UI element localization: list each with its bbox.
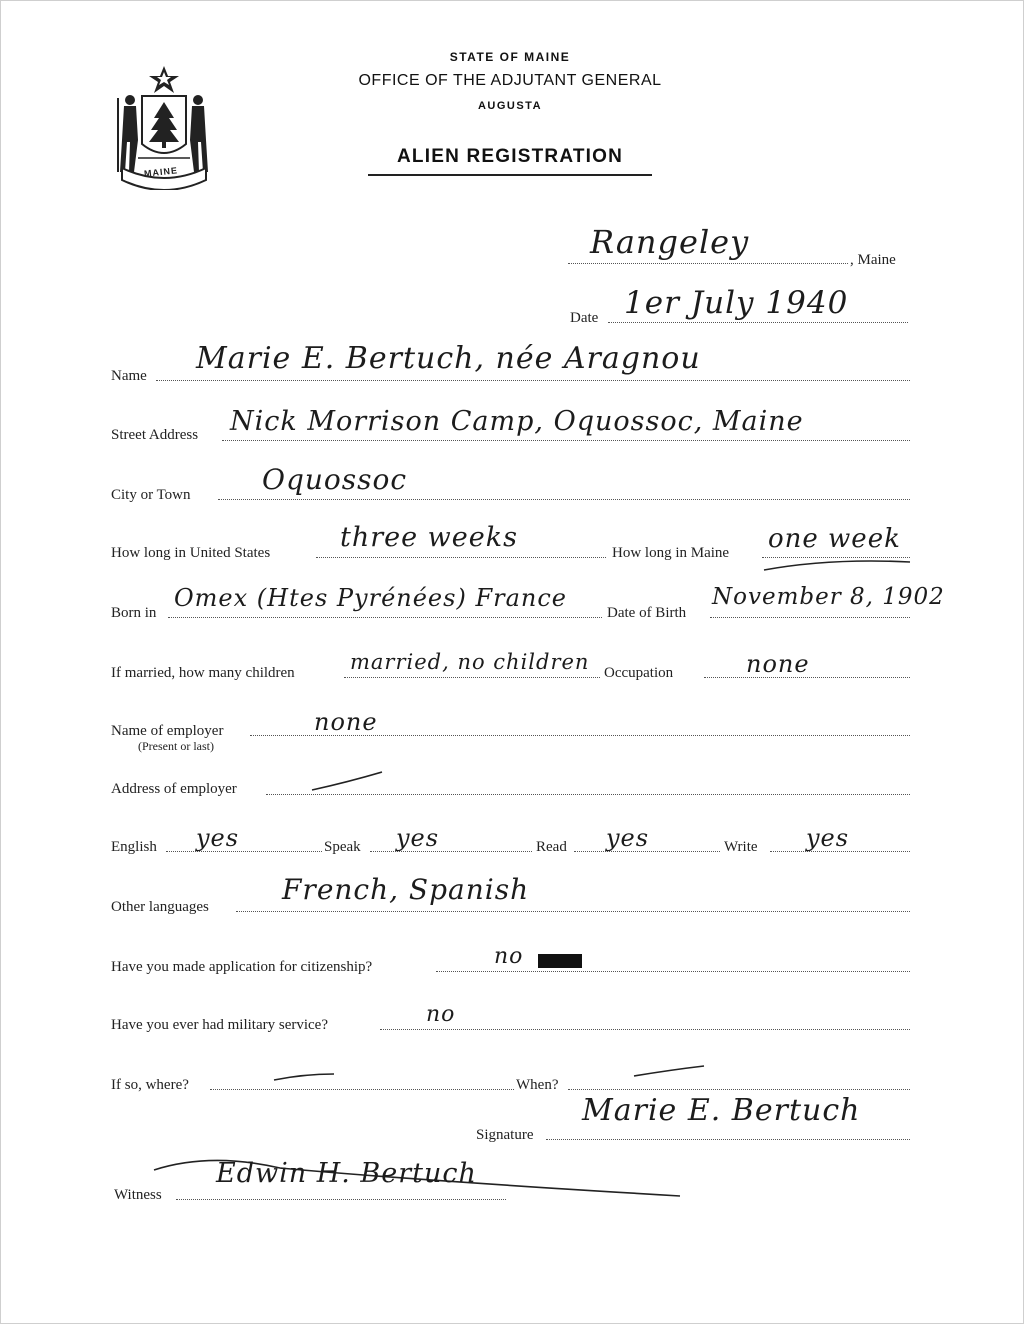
write-label: Write <box>724 839 758 855</box>
form-title: ALIEN REGISTRATION <box>396 146 624 167</box>
children-label: If married, how many children <box>111 665 295 681</box>
born-in-value: Omex (Htes Pyrénées) France <box>174 584 567 612</box>
citizenship-line <box>436 971 910 972</box>
speak-value: yes <box>396 824 440 852</box>
if-so-where-dash <box>270 1070 340 1084</box>
header-city: AUGUSTA <box>477 100 543 112</box>
when-label: When? <box>516 1077 559 1093</box>
date-of-birth-label: Date of Birth <box>607 605 687 621</box>
other-languages-label: Other languages <box>111 899 209 915</box>
employer-note: (Present or last) <box>138 739 214 753</box>
how-long-us-line <box>316 557 606 558</box>
born-in-label: Born in <box>111 605 157 621</box>
signature-label: Signature <box>476 1127 534 1143</box>
if-so-where-line <box>210 1089 514 1090</box>
name-value: Marie E. Bertuch, née Aragnou <box>196 341 701 376</box>
redaction-mark <box>538 954 582 968</box>
town-value: Rangeley <box>590 223 750 261</box>
date-label: Date <box>570 310 599 326</box>
how-long-us-value: three weeks <box>340 522 518 553</box>
employer-value: none <box>314 708 378 736</box>
how-long-maine-underline <box>760 556 920 576</box>
city-value: Oquossoc <box>262 463 408 496</box>
employer-address-line <box>266 794 910 795</box>
when-dash <box>630 1062 710 1080</box>
maine-label: , Maine <box>850 252 896 268</box>
children-value: married, no children <box>350 650 590 674</box>
seal-banner-text: MAINE <box>143 165 179 179</box>
citizenship-value: no <box>494 944 524 969</box>
other-languages-line <box>236 911 910 912</box>
born-in-line <box>168 617 602 618</box>
citizenship-label: Have you made application for citizenship? <box>111 959 373 975</box>
town-line <box>568 263 848 264</box>
employer-address-dash <box>308 768 388 794</box>
english-value: yes <box>196 824 240 852</box>
witness-label: Witness <box>114 1187 162 1203</box>
signature-value: Marie E. Bertuch <box>582 1093 861 1128</box>
street-address-label: Street Address <box>111 427 199 443</box>
write-value: yes <box>806 824 850 852</box>
occupation-value: none <box>746 650 810 678</box>
english-label: English <box>111 839 157 855</box>
military-label: Have you ever had military service? <box>111 1017 328 1033</box>
other-languages-value: French, Spanish <box>282 873 530 906</box>
read-label: Read <box>536 839 567 855</box>
when-line <box>568 1089 910 1090</box>
children-line <box>344 677 600 678</box>
title-underline <box>368 174 652 176</box>
military-value: no <box>426 1002 456 1027</box>
header-state: STATE OF MAINE <box>449 50 571 64</box>
employer-label: Name of employer <box>111 723 224 739</box>
how-long-maine-label: How long in Maine <box>612 545 730 561</box>
how-long-maine-value: one week <box>768 524 901 554</box>
if-so-where-label: If so, where? <box>111 1077 189 1093</box>
read-value: yes <box>606 824 650 852</box>
city-label: City or Town <box>111 487 191 503</box>
employer-address-label: Address of employer <box>111 781 237 797</box>
speak-line <box>370 851 532 852</box>
how-long-us-label: How long in United States <box>111 545 271 561</box>
name-line <box>156 380 910 381</box>
speak-label: Speak <box>324 839 361 855</box>
header-office: OFFICE OF THE ADJUTANT GENERAL <box>358 72 662 89</box>
street-address-value: Nick Morrison Camp, Oquossoc, Maine <box>230 406 804 437</box>
date-line <box>608 322 908 323</box>
military-line <box>380 1029 910 1030</box>
date-value: 1er July 1940 <box>624 285 849 321</box>
date-of-birth-line <box>710 617 910 618</box>
date-of-birth-value: November 8, 1902 <box>712 584 945 610</box>
street-address-line <box>222 440 910 441</box>
witness-value: Edwin H. Bertuch <box>216 1158 477 1189</box>
english-line <box>166 851 322 852</box>
name-label: Name <box>111 368 147 384</box>
occupation-label: Occupation <box>604 665 674 681</box>
city-line <box>218 499 910 500</box>
